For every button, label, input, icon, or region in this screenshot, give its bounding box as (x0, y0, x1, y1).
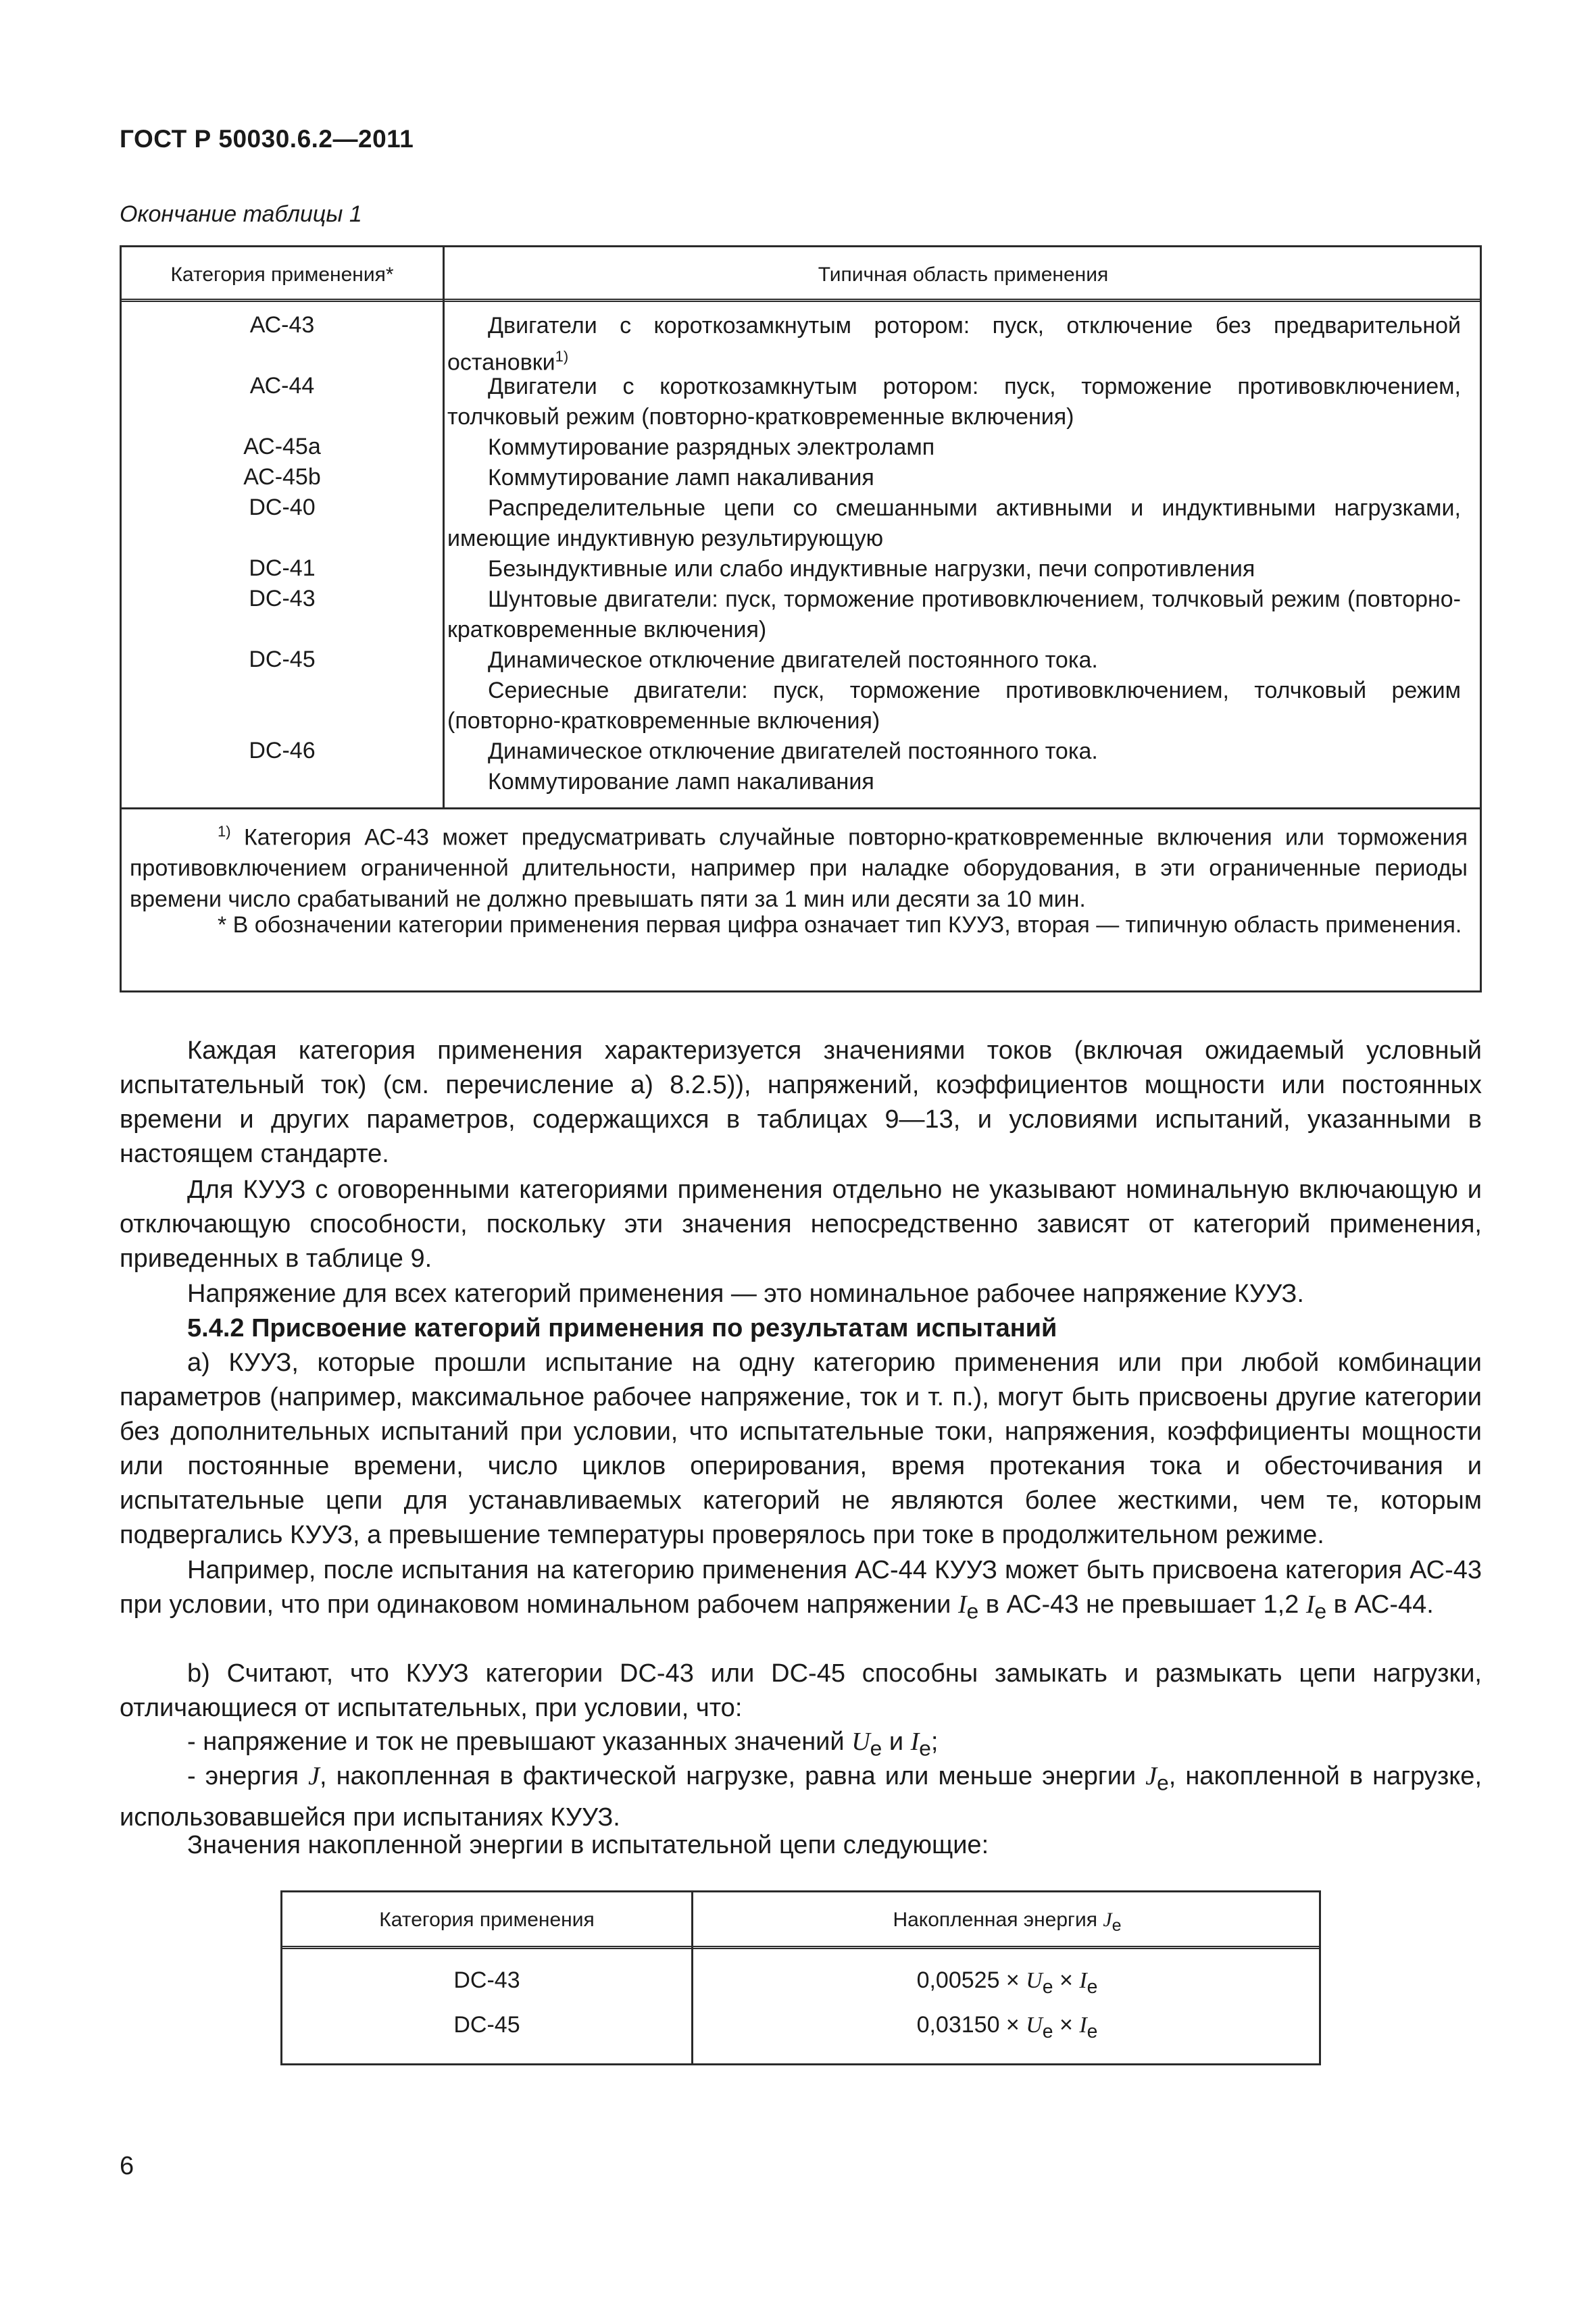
subscript: e (919, 1736, 931, 1761)
current-symbol: I (910, 1728, 920, 1756)
list-item: - напряжение и ток не превышают указанных значений $U_e$ и $I_e$; (187, 1728, 939, 1761)
table-cell-category: DC-46 (249, 738, 316, 763)
table-cell-description: Динамическое отключение двигателей постоянного тока. (488, 738, 1098, 764)
table-cell-description: Коммутирование разрядных электроламп (488, 434, 935, 460)
body-paragraph: Для КУУЗ с оговоренными категориями применения отдельно не указывают номинальную включающую и отключающую способности, поскольку эти значения непосредственно зависят от категорий применения, приведенных в таблице 9. (120, 1176, 1482, 1273)
table-cell-description: Коммутирование ламп накаливания (488, 465, 874, 491)
table-footnote-1: $^{1)}$ Категория АС-43 может предусматривать случайные повторно-кратковременные включения или торможения противовключением ограниченной длительности, например при наладке оборудования, в эти ограниченные периоды времени число срабатываний не должно превышать пяти за 1 мин или десяти за 10 мин. (130, 823, 1468, 913)
table-header-category: Категория применения* (170, 263, 394, 286)
table-cell-description: Шунтовые двигатели: пуск, торможение противовключением, толчковый режим (повторно-кратковременные включения) (447, 586, 1461, 643)
footnote-marker: 1) (555, 348, 569, 365)
subscript: e (1314, 1599, 1327, 1624)
table-column-divider (443, 245, 445, 809)
body-paragraph: Например, после испытания на категорию применения АС-44 КУУЗ может быть присвоена категория АС-43 при условии, что при одинаковом номинальном рабочем напряжении $I_e$ в АС-43 не превышает 1,2 $I_e$ в АС-44. (120, 1556, 1482, 1624)
subscript: e (1157, 1770, 1169, 1795)
energy-symbol: J (1103, 1909, 1112, 1931)
body-paragraph: Каждая категория применения характеризуется значениями токов (включая ожидаемый условный испытательный ток) (см. перечисление а) 8.2.5)), напряжений, коэффициентов мощности или постоянных времени и других параметров, содержащихся в таблицах 9—13, и условиями испытаний, указанными в настоящем стандарте. (120, 1036, 1482, 1168)
voltage-symbol: U (851, 1728, 870, 1756)
list-item: - энергия J, накопленная в фактической нагрузке, равна или меньше энергии $J_e$, накопленной в нагрузке, использовавшейся при испытаниях КУУЗ. (120, 1762, 1482, 1832)
current-symbol: I (1079, 2013, 1087, 2038)
subscript: e (966, 1599, 979, 1624)
voltage-symbol: U (1026, 2013, 1043, 2038)
table-header-divider (280, 1946, 1321, 1949)
table-cell-category: DC-43 (249, 586, 316, 611)
table-cell-description: Коммутирование ламп накаливания (488, 769, 874, 795)
table-header-category: Категория применения (379, 1909, 595, 1931)
current-symbol: I (957, 1590, 967, 1619)
subscript: e (1042, 1976, 1053, 1998)
subscript: e (870, 1736, 882, 1761)
table-cell-description: Безындуктивные или слабо индуктивные нагрузки, печи сопротивления (488, 556, 1255, 582)
table-cell-category: DC-41 (249, 555, 316, 581)
table-cell-category: АС-45a (243, 434, 321, 459)
document-id-header: ГОСТ Р 50030.6.2—2011 (120, 125, 414, 153)
table-cell-category: DC-40 (249, 495, 316, 520)
table-caption: Окончание таблицы 1 (120, 201, 362, 227)
table-cell-energy: $0,03150 \times U_e \times I_e$ (916, 2012, 1098, 2042)
body-paragraph: а) КУУЗ, которые прошли испытание на одну категорию применения или при любой комбинации параметров (например, максимальное рабочее напряжение, ток и т. п.), могут быть присвоены другие категории без дополнительных испытаний при условии, что испытательные токи, напряжения, коэффициенты мощности или постоянные времени, число циклов оперирования, время протекания тока и обесточивания и испытательные цепи для устанавливаемых категорий не являются более жесткими, чем те, которым подвергались КУУЗ, а превышение температуры проверялось при токе в продолжительном режиме. (120, 1349, 1482, 1549)
table-cell-category: DC-45 (453, 2012, 520, 2038)
subscript: e (1087, 2020, 1098, 2042)
subscript: e (1112, 1916, 1122, 1935)
body-paragraph: Значения накопленной энергии в испытательной цепи следующие: (187, 1831, 989, 1859)
table-header-divider (120, 299, 1482, 302)
table-cell-energy: $0,00525 \times U_e \times I_e$ (916, 1967, 1098, 1998)
subscript: e (1087, 1976, 1098, 1998)
table-footnote-2: * В обозначении категории применения первая цифра означает тип КУУЗ, вторая — типичную область применения. (218, 912, 1462, 938)
table-cell-category: DC-45 (249, 647, 316, 672)
footnote-marker: 1) (218, 823, 231, 840)
section-heading: 5.4.2 Присвоение категорий применения по результатам испытаний (187, 1314, 1057, 1342)
energy-symbol: J (308, 1762, 320, 1790)
table-cell-description: Сериесные двигатели: пуск, торможение противовключением, толчковый режим (повторно-кратковременные включения) (447, 678, 1461, 734)
body-paragraph: b) Считают, что КУУЗ категории DC-43 или DC-45 способны замыкать и размыкать цепи нагрузки, отличающиеся от испытательных, при условии, что: (120, 1659, 1482, 1722)
table-cell-description: Двигатели с короткозамкнутым ротором: пуск, торможение противовключением, толчковый режим (повторно-кратковременные включения) (447, 374, 1461, 430)
page-number: 6 (120, 2152, 134, 2180)
table-cell-category: АС-43 (249, 312, 315, 338)
table-cell-category: АС-45b (243, 464, 321, 490)
current-symbol: I (1079, 1968, 1087, 1993)
energy-symbol: J (1145, 1762, 1157, 1790)
table-header-application: Типичная область применения (818, 263, 1109, 286)
table-cell-category: DC-43 (453, 1967, 520, 1993)
table-footnote-divider (120, 807, 1482, 809)
current-symbol: I (1305, 1590, 1315, 1619)
voltage-symbol: U (1026, 1968, 1043, 1993)
table-cell-category: АС-44 (249, 373, 315, 399)
subscript: e (1042, 2020, 1053, 2042)
table-cell-description: Динамическое отключение двигателей постоянного тока. (488, 647, 1098, 673)
table-cell-description: Распределительные цепи со смешанными активными и индуктивными нагрузками, имеющие индуктивную результирующую (447, 495, 1461, 551)
body-paragraph: Напряжение для всех категорий применения — это номинальное рабочее напряжение КУУЗ. (187, 1280, 1304, 1308)
table-cell-description: Двигатели с короткозамкнутым ротором: пуск, отключение без предварительной остановки$^{1)}$ (447, 313, 1461, 376)
table-header-energy: Накопленная энергия $J_e$ (893, 1909, 1122, 1935)
